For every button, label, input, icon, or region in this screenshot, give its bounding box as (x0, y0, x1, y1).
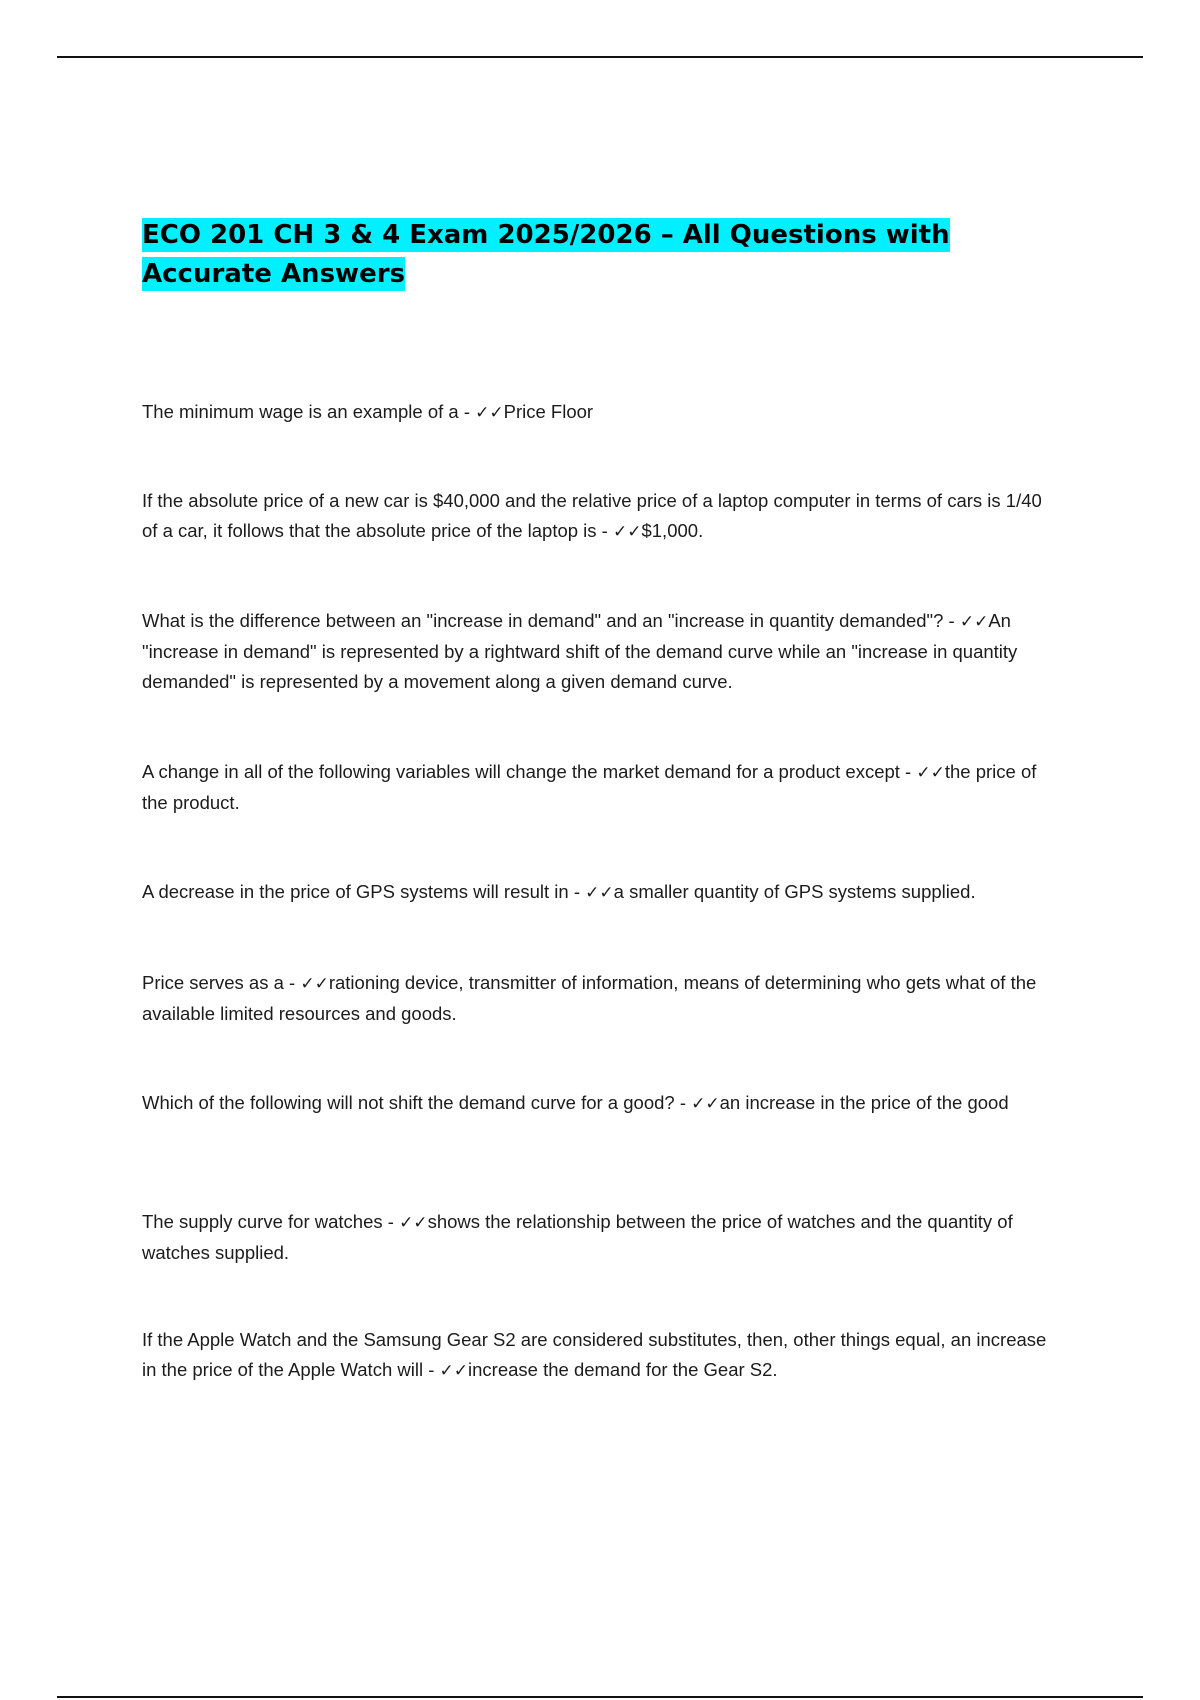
double-check-icon: ✓✓ (439, 1361, 469, 1381)
qa-item-7 (142, 1088, 1062, 1119)
question-text: The minimum wage is an example of a - (142, 401, 476, 422)
double-check-icon: ✓✓ (585, 883, 614, 903)
qa-item-9 (142, 1325, 1062, 1386)
answer-text: $1,000. (641, 520, 704, 541)
document-title (142, 216, 1042, 294)
answer-text: a smaller quantity of GPS systems supplied. (613, 881, 976, 902)
bottom-rule (57, 1696, 1143, 1698)
qa-item-3 (142, 606, 1062, 697)
double-check-icon: ✓✓ (959, 612, 989, 632)
qa-item-6 (142, 968, 1062, 1029)
answer-text: Price Floor (503, 401, 594, 422)
double-check-icon: ✓✓ (691, 1094, 720, 1114)
double-check-icon: ✓✓ (612, 522, 642, 542)
double-check-icon: ✓✓ (916, 763, 945, 783)
answer-text: an increase in the price of the good (719, 1092, 1009, 1113)
question-text: A change in all of the following variables will change the market demand for a product except - (142, 761, 917, 782)
qa-item-5 (142, 877, 1062, 908)
question-text: Price serves as a - (142, 972, 301, 993)
title-highlight: ECO 201 CH 3 & 4 Exam 2025/2026 – All Questions with Accurate Answers (142, 220, 950, 289)
question-text: If the Apple Watch and the Samsung Gear S2 are considered substitutes, then, other things equal, an increase in the price of the Apple Watch will - (142, 1329, 1047, 1380)
question-text: If the absolute price of a new car is $40,000 and the relative price of a laptop computer in terms of cars is 1/40 of a car, it follows that the absolute price of the laptop is - (142, 490, 1042, 541)
answer-text: shows the relationship between the price of watches and the quantity of watches supplied. (142, 1211, 1013, 1263)
double-check-icon: ✓✓ (475, 403, 504, 423)
double-check-icon: ✓✓ (399, 1213, 428, 1233)
question-text: Which of the following will not shift the demand curve for a good? - (142, 1092, 692, 1113)
double-check-icon: ✓✓ (300, 974, 329, 994)
answer-text: the price of the product. (142, 761, 1037, 813)
question-text: The supply curve for watches - (142, 1211, 400, 1232)
qa-item-2 (142, 486, 1062, 547)
answer-text: rationing device, transmitter of information, means of determining who gets what of the available limited resources and goods. (142, 972, 1037, 1024)
qa-item-8 (142, 1207, 1062, 1268)
question-text: What is the difference between an "increase in demand" and an "increase in quantity demanded"? - (142, 610, 960, 631)
qa-item-4 (142, 757, 1062, 818)
answer-text: An "increase in demand" is represented by a rightward shift of the demand curve while an "increase in quantity demanded" is represented by a movement along a given demand curve. (142, 610, 1018, 692)
top-rule (57, 56, 1143, 58)
answer-text: increase the demand for the Gear S2. (468, 1359, 778, 1380)
qa-item-1 (142, 397, 1062, 428)
question-text: A decrease in the price of GPS systems will result in - (142, 881, 586, 902)
